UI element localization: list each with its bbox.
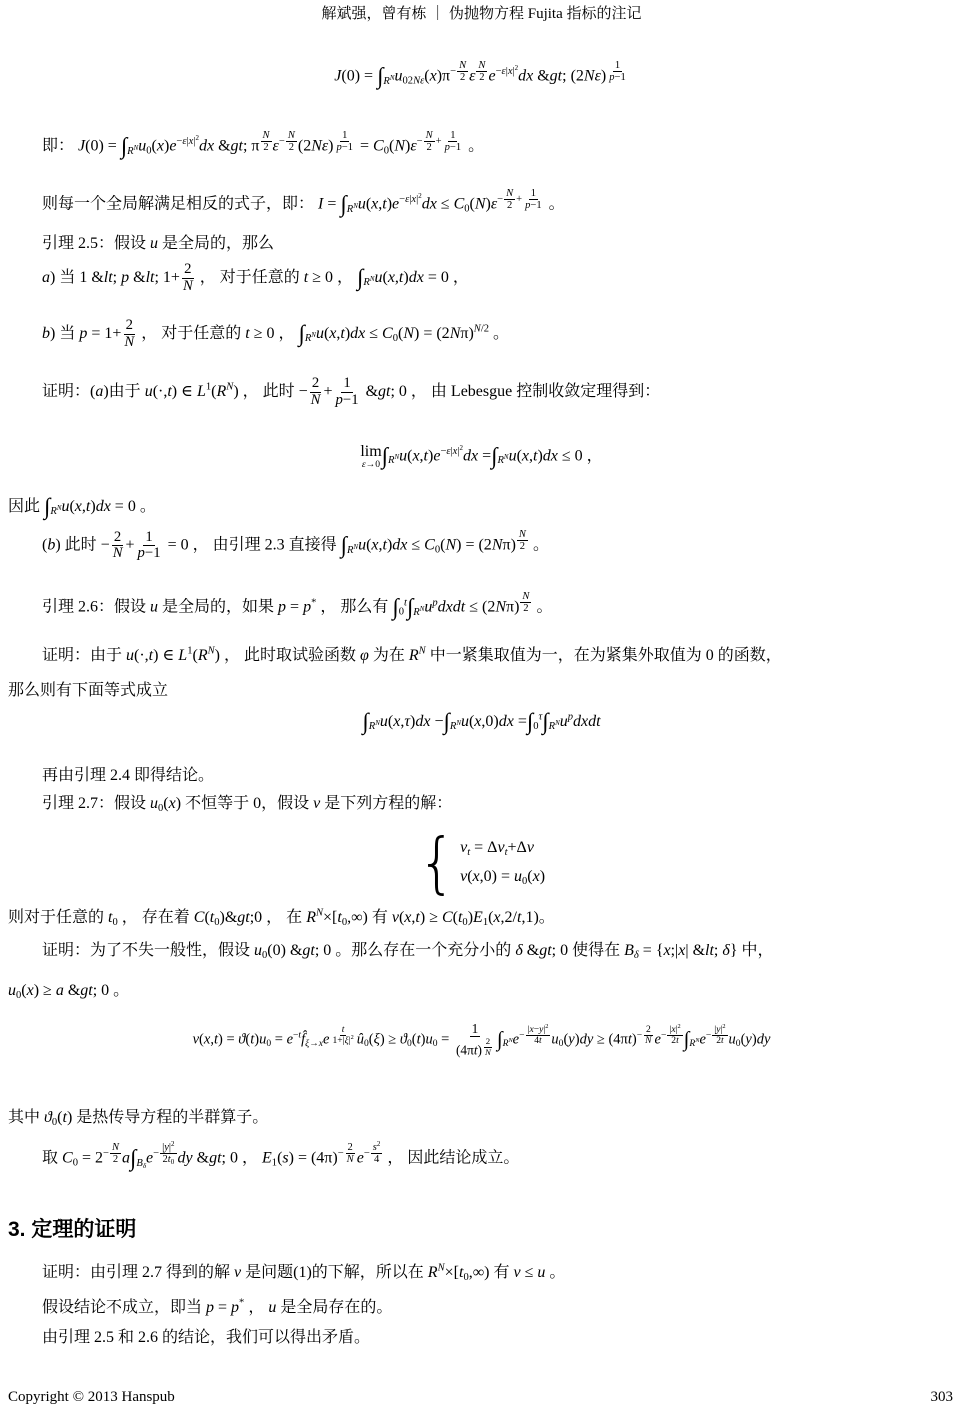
section-3-proof-line1: 证明：由引理 2.7 得到的解 v 是问题(1)的下解，所以在 $R^N\times[t_0,\infty)$ 有 v ≤ u 。 [42,1262,566,1283]
cases-brace: { [417,824,457,902]
lemma-2-5-item-a: a) 当 1 &lt; p &lt; 1+ $\frac{2}{N}$ ， 对于任意的 t ≥ 0 ， $\int_{R^N}u(x,t)dx = 0$ ， [42,261,469,294]
section-3-heading: 3. 定理的证明 [8,1218,137,1241]
lemma-2-7: 引理 2.7：假设 $u_0(x)$ 不恒等于 0，假设 v 是下列方程的解： [42,795,453,814]
lemma-2-6: 引理 2.6：假设 u 是全局的，如果 p = p* ， 那么有 $\int_0^t\int_{R^N}u^pdxdt \le (2N\pi)$ $^{\frac{N}{2}}$ 。 [42,591,553,621]
copyright-text: Copyright © 2013 Hanspub [8,1389,175,1405]
para-semigroup-note: 其中 $ϑ_0(t)$ 是热传导方程的半群算子。 [8,1109,269,1128]
para-namely-j0: 即： $J(0) = \int_{R^N}u_0(x)e^{-\varepsilon|x|^2}dx$ &gt; π $^{\frac{N}{2}}$ $\varepsilon^{- \frac{N}{2}}$ (2Nε) $^{\frac{1}{p-1}}$ = $C_0(N)\varepsilon^{- \frac{N}{2} + \frac{1}{p-1}}$ 。 [42,130,485,160]
para-therefore: 因此 $\int_{R^N}u(x,t)dx = 0$ 。 [8,493,156,520]
proof-2-6-line2: 那么则有下面等式成立 [8,682,169,699]
para-take-c0: 取 $C_0 = 2^{- \frac{N}{2}}$ $a\int_{B_\delta}e^{- \frac{|y|^2}{2t_0}}$ dy &gt; 0 ， $E_1(s) = (4\pi)^{- \frac{2}{N}}$ $e^{- \frac{s^2}{4}}$ ， 因此结论成立。 [42,1139,520,1172]
running-header: 解斌强，曾有栋 ｜ 伪抛物方程 Fujita 指标的注记 [321,6,642,22]
proof-2-6-line1: 证明：由于 u(·,t) ∈ $L^1(R^N)$ ， 此时取试验函数 φ 为在 $R^N$ 中一紧集取值为一，在为紧集外取值为 0 的函数， [42,645,782,664]
proof-2-5-b: (b) 此时 − $\frac{2}{N}$ + $\frac{1}{p-1}$ = 0 ， 由引理 2.3 直接得 $\int_{R^N}u(x,t)dx \le C_0(N) = (2N\pi)$ $^{\frac{N}{2}}$ 。 [42,528,549,562]
equation-j0-expanded: $J(0) = \int_{R^N}u_{02N\varepsilon}(x)\pi^{- \frac{N}{2}}$ ε $^{\frac{N}{2}}$ $e^{-\varepsilon|x|^2}dx$ &gt; (2Nε) $^{\frac{1}{p-1}}$ [334,60,626,90]
proof-2-7-line1: 证明：为了不失一般性，假设 $u_0(0)$ &gt; 0 。那么存在一个充分小的 δ &gt; 0 使得在 $B_\delta$ = {x;|x| &lt; δ} 中， [42,942,774,961]
equation-limit: lim ε→0 $\int_{R^N}u(x,t)e^{-\varepsilon|x|^2}dx =\int_{R^N}u(x,t)dx \le 0$ ， [360,443,603,470]
proof-2-5-a: 证明：(a)由于 u(·,t) ∈ $L^1(R^N)$ ， 此时 − $\frac{2}{N}$ + $\frac{1}{p-1}$ &gt; 0 ， 由 Lebesgue 控制收敛定理得到： [42,375,661,408]
lemma-2-5: 引理 2.5：假设 u 是全局的，那么 [42,235,275,252]
para-global-solution: 则每一个全局解满足相反的式子，即： $I = \int_{R^N}u(x,t)e^{-\varepsilon|x|^2}dx \le C_0(N)\varepsilon^{- \frac{N}{2} + \frac{1}{p-1}}$ 。 [42,188,565,218]
page-footer [8,1389,953,1406]
page-number: 303 [930,1389,953,1405]
lemma-2-5-item-b: b) 当 p = 1+ $\frac{2}{N}$ ， 对于任意的 t ≥ 0 ， $\int_{R^N}u(x,t)dx \le C_0(N) = (2N\pi)^{N/2}$ 。 [42,317,510,350]
cases-row-1: $v_t = \Delta v_t+\Delta v$ [460,839,534,859]
proof-2-7-line2: $u_0(x) \ge a$ &gt; 0 。 [8,982,130,1001]
para-for-any-t0: 则对于任意的 $t_0$ ， 存在着 $C(t_0)\&gt;0$ ， 在 $R^N\times[t_0,\infty)$ 有 $v(x,t) \ge C(t_0)E_1(x,2/t,1)$。 [8,907,555,928]
equation-semigroup: $v(x,t) = ϑ(t)u_0$ = $e^{-t}f̂_{\xi\to x}e$ $^{\frac{t}{1+|\xi|^2}}$ $û_0(\xi) \ge ϑ_0(t)u_0$ = 1 (4πt) $^{\frac{2}{N}}$ $\int_{R^N}e^{- \frac{|x-y|^2}{4t}}$ $u_0(y)dy \ge (4\pi t)^{- \frac{2}{N}}$ $e^{- \frac{|x|^2}{2t}}$ $\int_{R^N}e^{- \frac{|y|^2}{2t}}$ $u_0(y)dy$ [192,1021,771,1058]
equation-identity: $\int_{R^N}u(x,\tau)dx -\int_{R^N}u(x,0)dx$ $=\int_0^\tau\int_{R^N}u^pdxdt$ [362,708,601,735]
cases-row-2: $v(x,0) = u_0(x)$ [460,868,546,887]
equation-cases [0,824,963,902]
section-3-proof-line3: 由引理 2.5 和 2.6 的结论，我们可以得出矛盾。 [42,1329,371,1346]
para-lemma-2-4: 再由引理 2.4 即得结论。 [42,767,215,784]
section-3-proof-line2: 假设结论不成立，即当 p = p* ， u 是全局存在的。 [42,1297,393,1316]
